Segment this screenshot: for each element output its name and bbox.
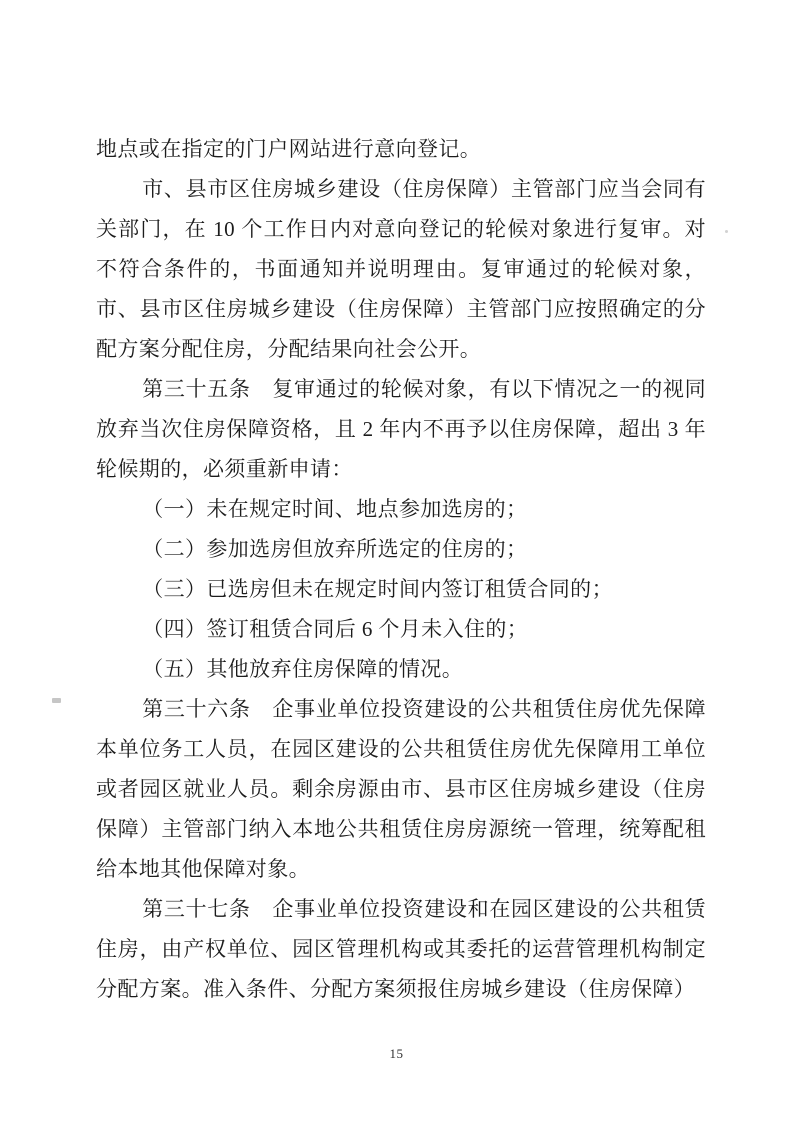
paragraph: （四）签订租赁合同后 6 个月未入住的； <box>142 617 529 641</box>
paragraph: （五）其他放弃住房保障的情况。 <box>142 657 464 681</box>
document-body <box>96 129 706 1009</box>
paragraph: （三）已选房但未在规定时间内签订租赁合同的； <box>142 577 613 601</box>
scan-smudge-artifact <box>52 698 61 703</box>
paragraph: （一）未在规定时间、地点参加选房的； <box>142 497 528 521</box>
paragraph: （二）参加选房但放弃所选定的住房的； <box>142 537 528 561</box>
paragraph: 第三十六条 企事业单位投资建设的公共租赁住房优先保障本单位务工人员，在园区建设的公共租赁住房优先保障用工单位或者园区就业人员。剩余房源由市、县市区住房城乡建设（住房保障）主管部门纳入本地公共租赁住房房源统一管理，统筹配租给本地其他保障对象。 <box>96 697 706 881</box>
paragraph: 地点或在指定的门户网站进行意向登记。 <box>96 137 482 161</box>
scan-dot-artifact <box>725 230 728 233</box>
page-number: 15 <box>389 1046 404 1061</box>
paragraph: 第三十五条 复审通过的轮候对象，有以下情况之一的视同放弃当次住房保障资格，且 2 年内不再予以住房保障，超出 3 年轮候期的，必须重新申请： <box>96 377 706 481</box>
paragraph: 市、县市区住房城乡建设（住房保障）主管部门应当会同有关部门，在 10 个工作日内对意向登记的轮候对象进行复审。对不符合条件的，书面通知并说明理由。复审通过的轮候对象，市、县市区住房城乡建设（住房保障）主管部门应按照确定的分配方案分配住房，分配结果向社会公开。 <box>96 177 706 361</box>
paragraph: 第三十七条 企事业单位投资建设和在园区建设的公共租赁住房，由产权单位、园区管理机构或其委托的运营管理机构制定分配方案。准入条件、分配方案须报住房城乡建设（住房保障） <box>96 897 706 1001</box>
